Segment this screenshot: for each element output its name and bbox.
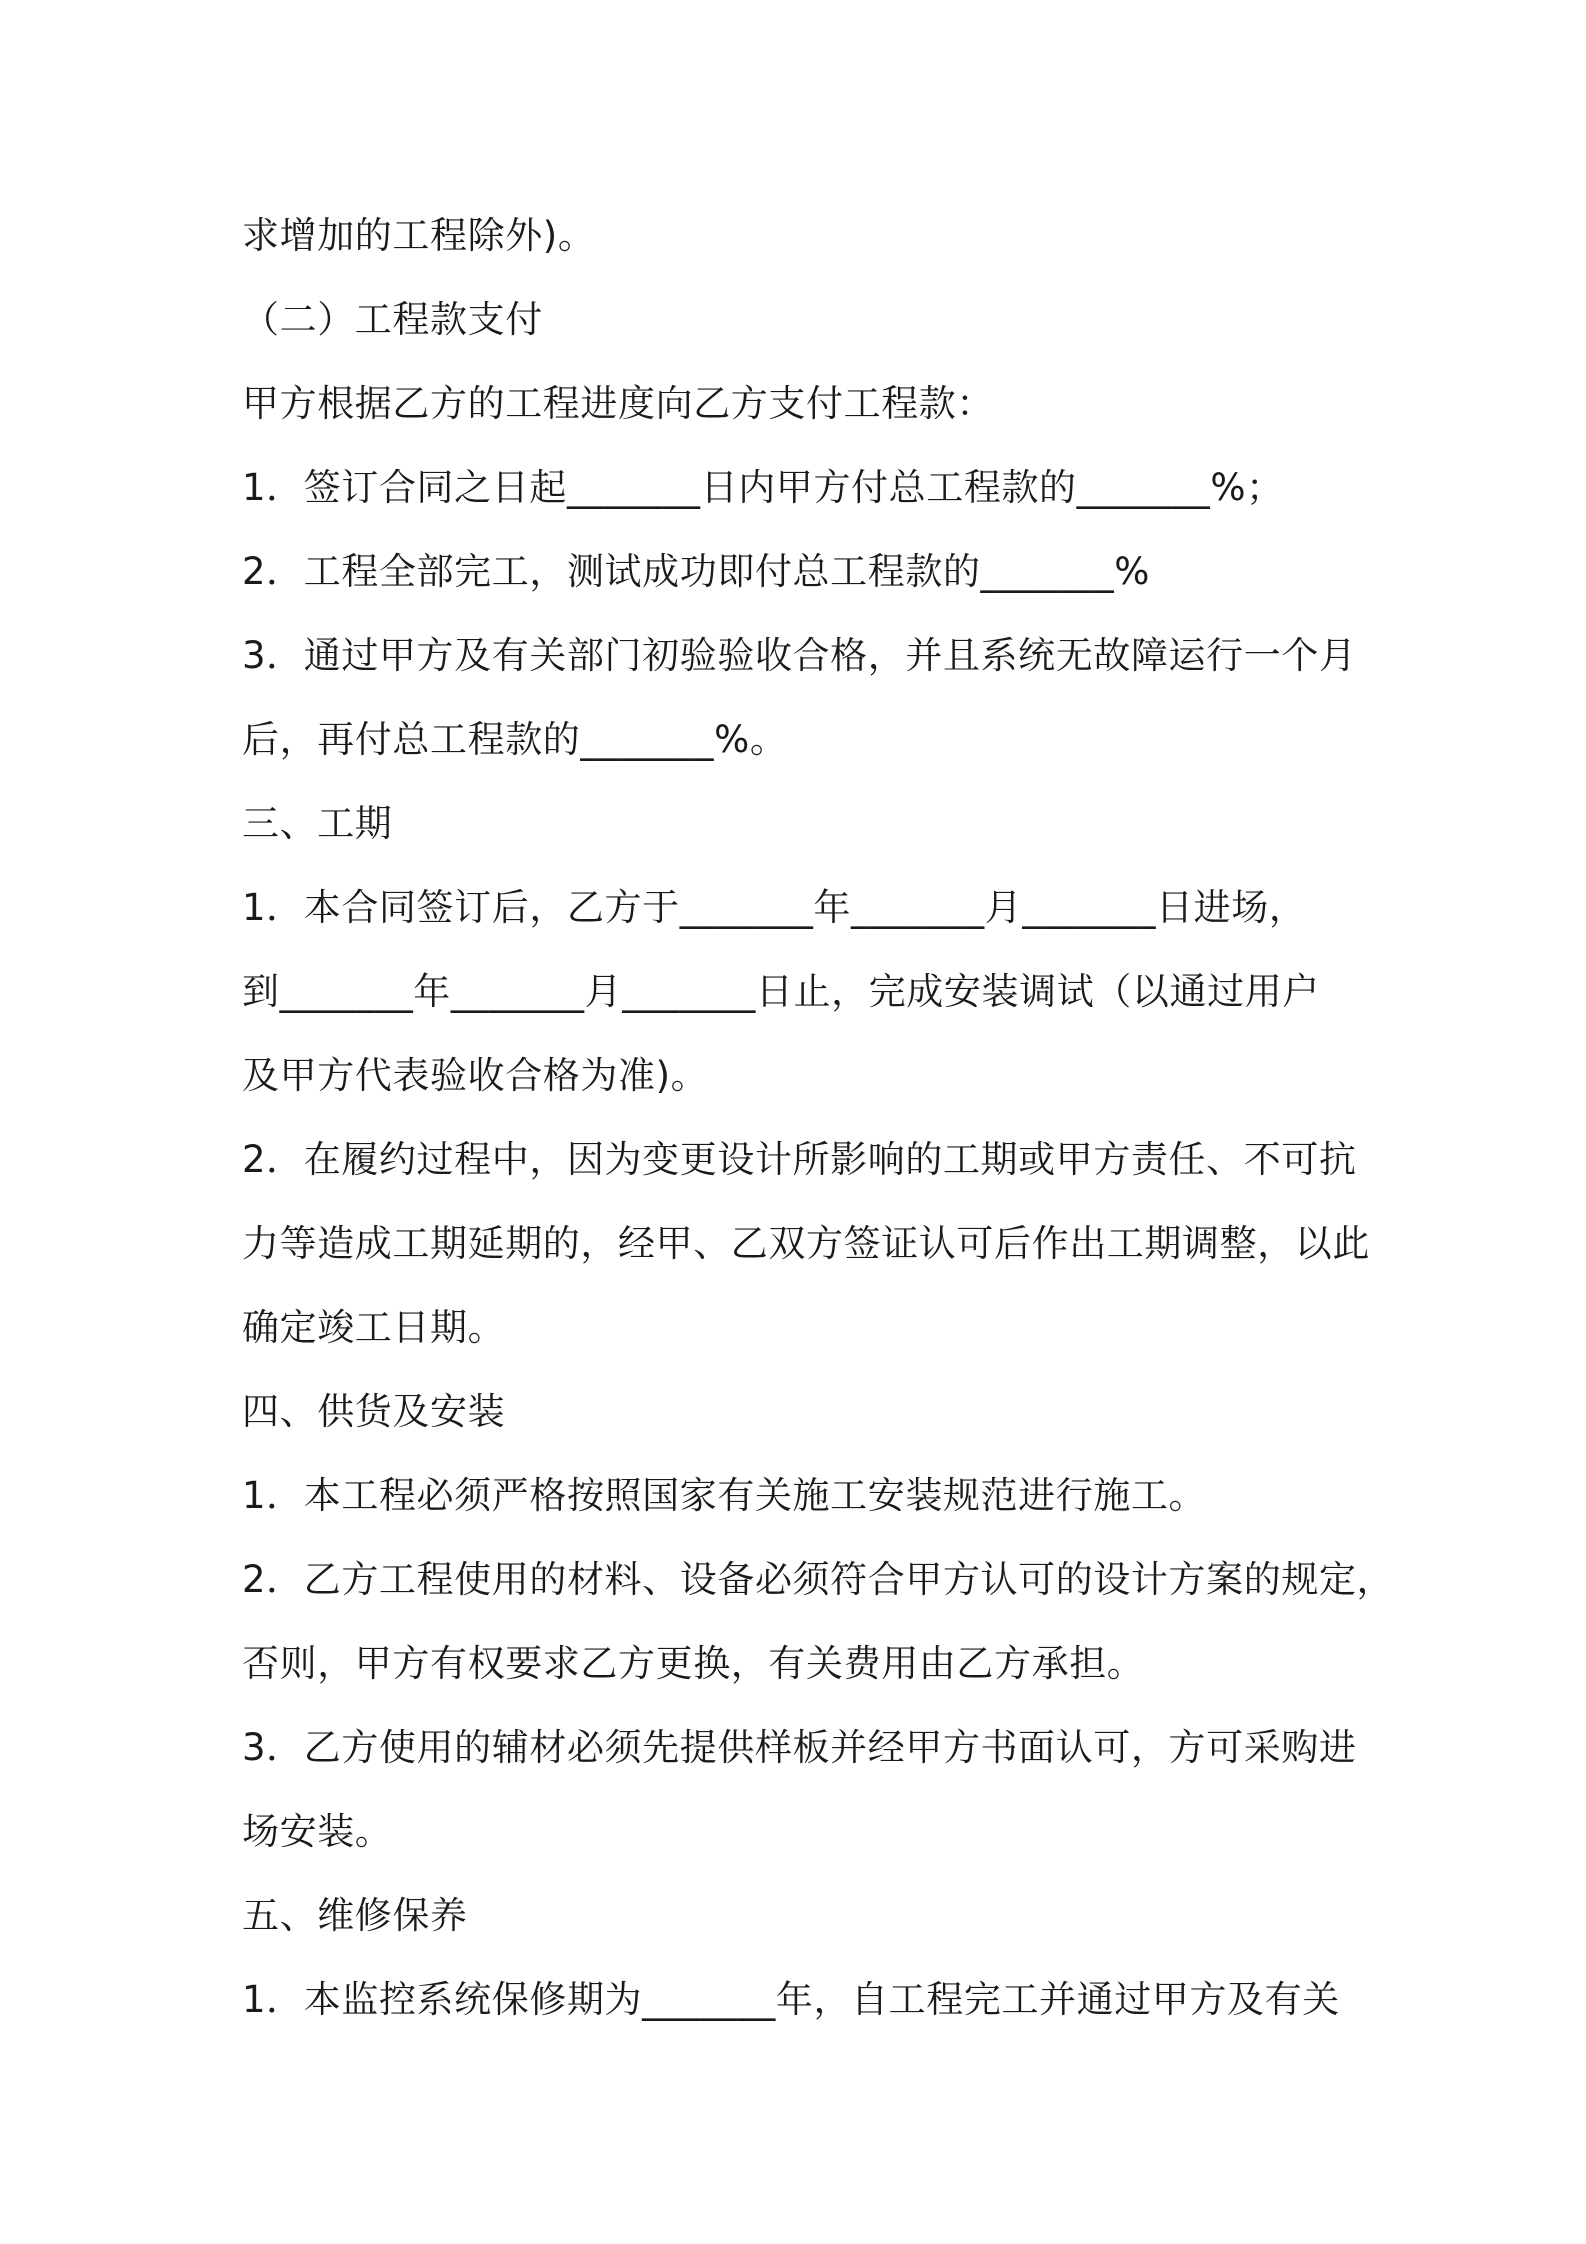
- text-line: 后，再付总工程款的_______%。: [242, 718, 788, 761]
- text-line: 力等造成工期延期的，经甲、乙双方签证认可后作出工期调整，以此: [242, 1222, 1370, 1265]
- text-line: 1．本合同签订后，乙方于_______年_______月_______日进场，: [242, 886, 1307, 929]
- text-line: 确定竣工日期。: [242, 1306, 506, 1349]
- section-heading: 四、供货及安装: [242, 1390, 506, 1433]
- text-line: 2．在履约过程中，因为变更设计所影响的工期或甲方责任、不可抗: [242, 1138, 1357, 1181]
- text-line: 场安装。: [242, 1810, 393, 1853]
- text-line: 甲方根据乙方的工程进度向乙方支付工程款：: [242, 382, 994, 425]
- section-heading: （二）工程款支付: [242, 298, 543, 341]
- text-line: 否则，甲方有权要求乙方更换，有关费用由乙方承担。: [242, 1642, 1145, 1685]
- section-heading: 三、工期: [242, 802, 393, 845]
- text-line: 1．本监控系统保修期为_______年，自工程完工并通过甲方及有关: [242, 1978, 1340, 2021]
- text-line: 2．工程全部完工，测试成功即付总工程款的_______%: [242, 550, 1150, 593]
- text-line: 1．本工程必须严格按照国家有关施工安装规范进行施工。: [242, 1474, 1207, 1517]
- text-line: 1．签订合同之日起_______日内甲方付总工程款的_______%；: [242, 466, 1284, 509]
- document-body: [242, 194, 1395, 2042]
- text-line: 求增加的工程除外)。: [242, 214, 596, 257]
- section-heading: 五、维修保养: [242, 1894, 468, 1937]
- text-line: 2．乙方工程使用的材料、设备必须符合甲方认可的设计方案的规定，: [242, 1558, 1395, 1601]
- text-line: 3．通过甲方及有关部门初验验收合格，并且系统无故障运行一个月: [242, 634, 1357, 677]
- text-line: 到_______年_______月_______日止，完成安装调试（以通过用户: [242, 970, 1320, 1013]
- text-line: 及甲方代表验收合格为准)。: [242, 1054, 709, 1097]
- text-line: 3．乙方使用的辅材必须先提供样板并经甲方书面认可，方可采购进: [242, 1726, 1357, 1769]
